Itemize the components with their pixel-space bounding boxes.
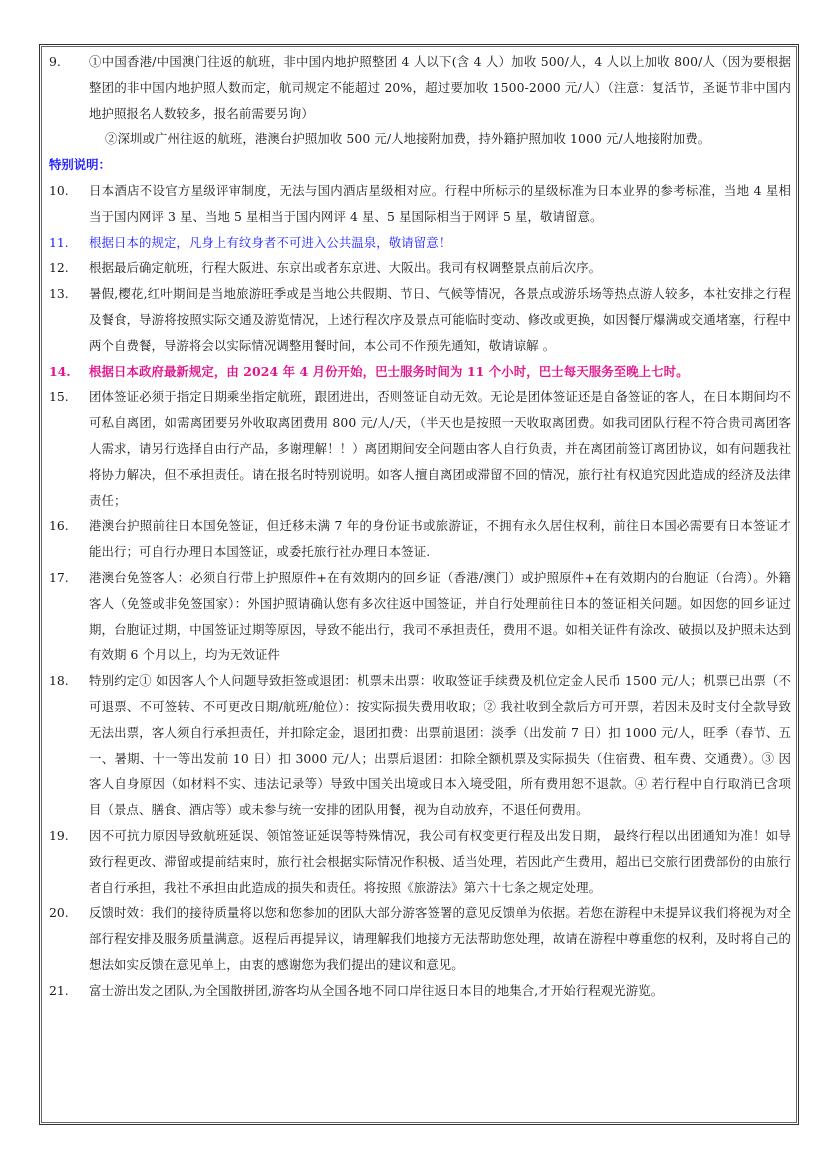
item-text: 反馈时效：我们的接待质量将以您和您参加的团队大部分游客签署的意见反馈单为依据。若您在游程中未提异议我们将视为对全部行程安排及服务质量满意。返程后再提异议，请理解我们地接方无法帮助您处理，故请在游程中尊重您的权利，及时将自己的想法如实反馈在意见单上，由衷的感谢您为我们提出的建议和意见。 (89, 905, 791, 972)
item-number: 18. (49, 673, 69, 689)
item-text: 港澳台免签客人：必须自行带上护照原件+在有效期内的回乡证（香港/澳门）或护照原件+在有效期内的台胞证（台湾）。外籍客人（免签或非免签国家）：外国护照请确认您有多次往返中国签证，并自行处理前往日本的签证相关问题。如因您的回乡证过期，台胞证过期，中国签证过期等原因，导致不能出行，我司不承担责任，费用不退。如相关证件有涂改、破损以及护照未达到有效期 6 个月以上，均为无效证件 (89, 569, 791, 663)
item-number: 16. (49, 518, 69, 534)
list-item-18 (49, 668, 791, 823)
item-text: 富士游出发之团队,为全国散拼团,游客均从全国各地不同口岸往返日本目的地集合,才开始行程观光游览。 (89, 982, 664, 998)
item-number: 15. (49, 389, 69, 405)
item-text: 团体签证必须于指定日期乘坐指定航班，跟团进出，否则签证自动无效。无论是团体签证还是自备签证的客人，在日本期间均不可私自离团，如需离团要另外收取离团费用 800 元/人/天，（半天也是按照一天收取离团费。如我司团队行程不符合贵司离团客人需求，请另行选择自由行产品，多谢理解！！）离团期间安全问题由客人自行负责，并在离团前签订离团协议，如有问题我社将协力解决，但不承担责任。请在报名时特别说明。如客人擅自离团或滞留不回的情况，旅行社有权追究因此造成的经济及法律责任； (89, 389, 791, 508)
item-text: 根据日本政府最新规定，由 2024 年 4 月份开始，巴士服务时间为 11 个小时，巴士每天服务至晚上七时。 (89, 363, 689, 379)
list-item-19 (49, 823, 791, 900)
item-number: 13. (49, 286, 69, 302)
item-text: 日本酒店不设官方星级评审制度，无法与国内酒店星级相对应。行程中所标示的星级标准为日本业界的参考标准，当地 4 星相当于国内网评 3 星、当地 5 星相当于国内网评 4 星、5 星国际相当于网评 5 星，敬请留意。 (89, 182, 791, 224)
item-number: 19. (49, 827, 69, 843)
item-number: 9. (49, 54, 61, 69)
item-text: 因不可抗力原因导致航班延误、领馆签证延误等特殊情况，我公司有权变更行程及出发日期， 最终行程以出团通知为准！如导致行程更改、滞留或提前结束时，旅行社会根据实际情况作积极、适当处理，若因此产生费用，超出已交旅行团费部份的由旅行者自行承担，我社不承担由此造成的损失和责任。将按照《旅游法》第六十七条之规定处理。 (89, 827, 791, 895)
item-number: 17. (49, 569, 69, 585)
item-text: 港澳台护照前往日本国免签证，但迁移未满 7 年的身份证书或旅游证，不拥有永久居住权利，前往日本国必需要有日本签证才能出行；可自行办理日本国签证，或委托旅行社办理日本签证. (89, 518, 791, 560)
item-number: 10. (49, 182, 69, 198)
list-item-11 (49, 230, 791, 256)
section-heading: 特别说明： (49, 157, 111, 173)
item-text: 特别约定① 如因客人个人问题导致拒签或退团：机票未出票：收取签证手续费及机位定金人民币 1500 元/人；机票已出票（不可退票、不可签转、不可更改日期/航班/舱位）：按实际损失费用收取；② 我社收到全款后方可开票，若因未及时支付全款导致无法出票，客人须自行承担责任，并扣除定金，退团扣费：出票前退团：淡季（出发前 7 日）扣 1000 元/人，旺季（春节、五一、暑期、十一等出发前 10 日）扣 3000 元/人；出票后退团：扣除全额机票及实际损失（住宿费、租车费、交通费）。③ 因客人自身原因（如材料不实、违法记录等）导致中国关出境或日本入境受阻，所有费用恕不退款。④ 若行程中自行取消已含项目（景点、膳食、酒店等）或未参与统一安排的团队用餐，视为自动放弃，不退任何费用。 (89, 673, 791, 818)
list-item-9-sub: ②深圳或广州往返的航班，港澳台护照加收 500 元/人地接附加费，持外籍护照加收 1000 元/人地接附加费。 (105, 131, 711, 147)
list-item-12 (49, 255, 791, 281)
item-number: 21. (49, 982, 69, 998)
item-number: 14. (49, 363, 71, 379)
list-item-15 (49, 384, 791, 513)
list-item-16 (49, 513, 791, 565)
list-item-9 (49, 49, 791, 126)
list-item-21 (49, 978, 791, 1004)
item-text: ①中国香港/中国澳门往返的航班，非中国内地护照整团 4 人以下(含 4 人）加收 500/人，4 人以上加收 800/人（因为要根据整团的非中国内地护照人数而定，航司规定不能超过 20%，超过要加收 1500-2000 元/人）（注意：复活节，圣诞节非中国内地护照报名人数较多，报名前需要另询） (89, 54, 791, 121)
list-item-13 (49, 281, 791, 358)
item-text: 根据日本的规定，凡身上有纹身者不可进入公共温泉，敬请留意！ (89, 234, 452, 250)
list-item-20 (49, 900, 791, 977)
item-number: 20. (49, 905, 69, 921)
list-item-14 (49, 359, 791, 385)
content-frame (39, 44, 799, 1125)
item-number: 11. (49, 234, 69, 250)
item-text: 根据最后确定航班，行程大阪进、东京出或者东京进、大阪出。我司有权调整景点前后次序。 (89, 260, 602, 276)
item-number: 12. (49, 260, 69, 276)
item-text: 暑假,樱花,红叶期间是当地旅游旺季或是当地公共假期、节日、气候等情况，各景点或游乐场等热点游人较多，本社安排之行程及餐食，导游将按照实际交通及游览情况，上述行程次序及景点可能临时变动、修改或更换，如因餐厅爆满或交通堵塞，行程中两个自费餐，导游将会以实际情况调整用餐时间，本公司不作预先通知，敬请谅解 。 (89, 286, 791, 353)
list-item-17 (49, 565, 791, 668)
terms-list (49, 49, 791, 1003)
list-item-10 (49, 178, 791, 230)
